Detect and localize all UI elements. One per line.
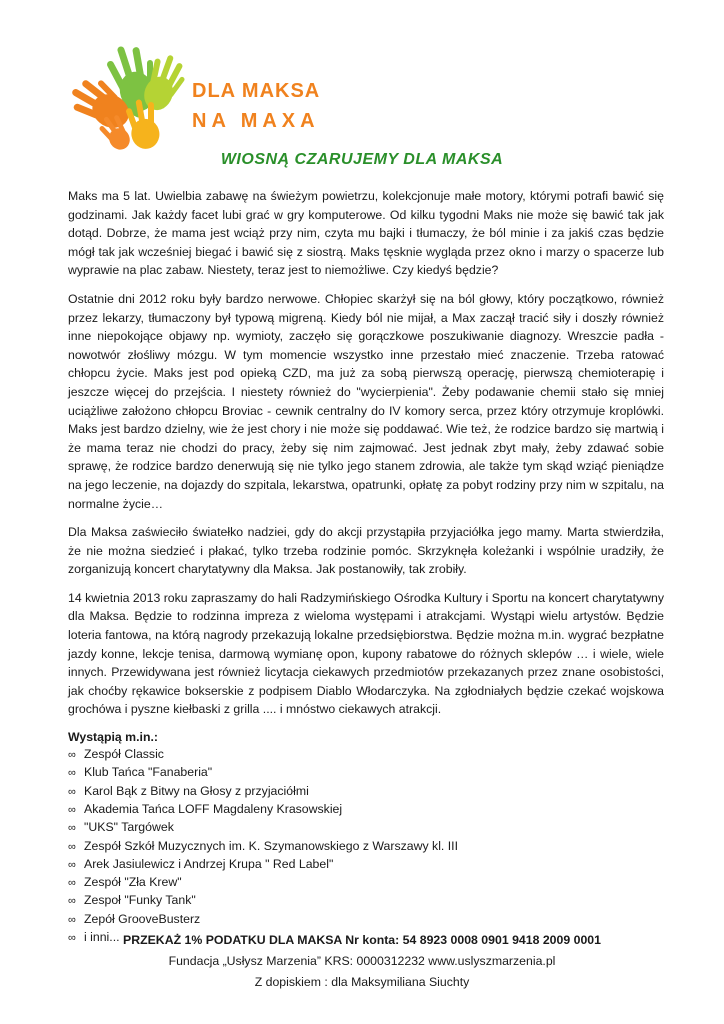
list-item: ∞ Arek Jasiulewicz i Andrzej Krupa " Red Label": [68, 856, 664, 874]
infinity-bullet-icon: ∞: [68, 822, 76, 835]
infinity-bullet-icon: ∞: [68, 803, 76, 816]
paragraph-hope: Dla Maksa zaświeciło światełko nadziei, gdy do akcji przystąpiła przyjaciółka jego mamy. Marta stwierdziła, że nie można siedzieć i płakać, tylko trzeba rodzinie pomóc. Skrzyknęła koleżanki i wspólnie uradziły, że zorganizują koncert charytatywny dla Maksa. Jak postanowiły, tak zrobiły.: [68, 525, 664, 577]
infinity-bullet-icon: ∞: [68, 858, 76, 871]
logo: [72, 34, 362, 150]
list-item: ∞ i inni...: [68, 929, 664, 947]
logo-text-line1: DLA MAKSA: [192, 80, 321, 102]
performers-heading: Wystąpią m.in.:: [68, 730, 158, 745]
list-item: ∞ Karol Bąk z Bitwy na Głosy z przyjaciółmi: [68, 783, 664, 801]
logo-text-line2: NA MAXA: [192, 110, 320, 132]
infinity-bullet-icon: ∞: [68, 840, 76, 853]
infinity-bullet-icon: ∞: [68, 913, 76, 926]
infinity-bullet-icon: ∞: [68, 932, 76, 944]
list-item: ∞ Zespół "Zła Krew": [68, 874, 664, 892]
footer-donation-line: PRZEKAŻ 1% PODATKU DLA MAKSA Nr konta: 54 8923 0008 0901 9418 2009 0001: [123, 933, 601, 947]
infinity-bullet-icon: ∞: [68, 877, 76, 890]
footer-foundation-line: Fundacja „Usłysz Marzenia” KRS: 0000312232 www.uslyszmarzenia.pl: [168, 954, 556, 968]
infinity-bullet-icon: ∞: [68, 785, 76, 798]
infinity-bullet-icon: ∞: [68, 895, 76, 908]
paragraph-concert: 14 kwietnia 2013 roku zapraszamy do hali Radzymińskiego Ośrodka Kultury i Sportu na koncert charytatywny dla Maksa. Będzie to rodzinna impreza z wieloma występami i atrakcjami. Wystąpi wielu artystów. Będzie loteria fantowa, na którą nagrody przekazują lokalne przedsiębiorstwa. Będzie można m.in. wygrać bezpłatne jazdy konne, lekcje tenisa, darmową wymianę opon, kupony rabatowe do różnych sklepów … i wiele, wiele innych. Przewidywana jest również licytacja ciekawych przedmiotów przekazanych przez znane osobistości, jak choćby rękawice bokserskie z podpisem Diablo Włodarczyka. Na zgłodniałych będzie czekać wojskowa grochówa i pyszne kiełbaski z grilla .... i mnóstwo ciekawych atrakcji.: [68, 590, 665, 717]
infinity-bullet-icon: ∞: [68, 767, 76, 780]
paragraph-diagnosis: Ostatnie dni 2012 roku były bardzo nerwowe. Chłopiec skarżył się na ból głowy, który początkowo, również przez lekarzy, tłumaczony był typową migreną. Kiedy ból nie mijał, a Max zaczął tracić siły i doszły również inne niepokojące objawy np. wymioty, zaczęło się gorączkowe poszukiwanie diagnozy. Wreszcie padła - nowotwór złośliwy mózgu. W tym momencie wszystko inne przestało mieć znaczenie. Trzeba ratować chłopcu życie. Maks jest pod opieką CZD, ma już za sobą pierwszą operację, pierwszą chemioterapię i jeszcze więcej do przejścia. I niestety również do "wycierpienia". Żeby podawanie chemii stało się mniej uciążliwe założono chłopcu Broviac - cewnik centralny do IV komory serca, przez który otrzymuje kroplówki. Maks jest bardzo dzielny, wie że jest chory i nie może się poddawać. Wie też, że rodzice bardzo się martwią i że mama teraz nie chodzi do pracy, żeby się nim zajmować. Jest jednak zbyt mały, żeby zdawać sobie sprawę, że rodzice bardzo denerwują się nie tylko jego stanem zdrowia, ale także tym skąd wziąć pieniądze na jego leczenie, na dojazdy do szpitala, lekarstwa, opatrunki, opłatę za pobyt rodziny przy nim w szpitalu, na normalne życie…: [68, 291, 664, 511]
footer-note-line: Z dopiskiem : dla Maksymiliana Siuchty: [254, 975, 470, 989]
paragraph-intro: Maks ma 5 lat. Uwielbia zabawę na świeżym powietrzu, kolekcjonuje małe motory, którymi potrafi bawić się godzinami. Jak każdy facet lubi grać w gry komputerowe. Od kilku tygodni Maks nie może się bawić tak jak dotąd. Dobrze, że mama jest wciąż przy nim, czyta mu bajki i tłumaczy, że ból minie i za jakiś czas będzie mógł tak jak wcześniej biegać i bawić się z siostrą. Maks tęsknie wygląda przez okno i marzy o spacerze lub wyprawie na plac zabaw. Niestety, teraz jest to niemożliwe. Czy kiedyś będzie?: [68, 189, 664, 278]
list-item: ∞ Zespół Classic: [68, 746, 664, 764]
footer: [0, 930, 724, 993]
infinity-bullet-icon: ∞: [68, 749, 76, 762]
page-title: WIOSNĄ CZARUJEMY DLA MAKSA: [220, 151, 504, 168]
list-item: ∞ Klub Tańca "Fanaberia": [68, 764, 664, 782]
performers-list: [68, 746, 664, 947]
list-item: ∞ Akademia Tańca LOFF Magdaleny Krasowskiej: [68, 801, 664, 819]
list-item: ∞ Zespół Szkół Muzycznych im. K. Szymanowskiego z Warszawy kl. III: [68, 838, 664, 856]
hands-logo-icon: [72, 34, 192, 150]
article-body: [68, 187, 664, 947]
list-item: ∞ Zepół GrooveBusterz: [68, 911, 664, 929]
list-item: ∞ "UKS" Targówek: [68, 819, 664, 837]
list-item: ∞ Zespoł "Funky Tank": [68, 892, 664, 910]
